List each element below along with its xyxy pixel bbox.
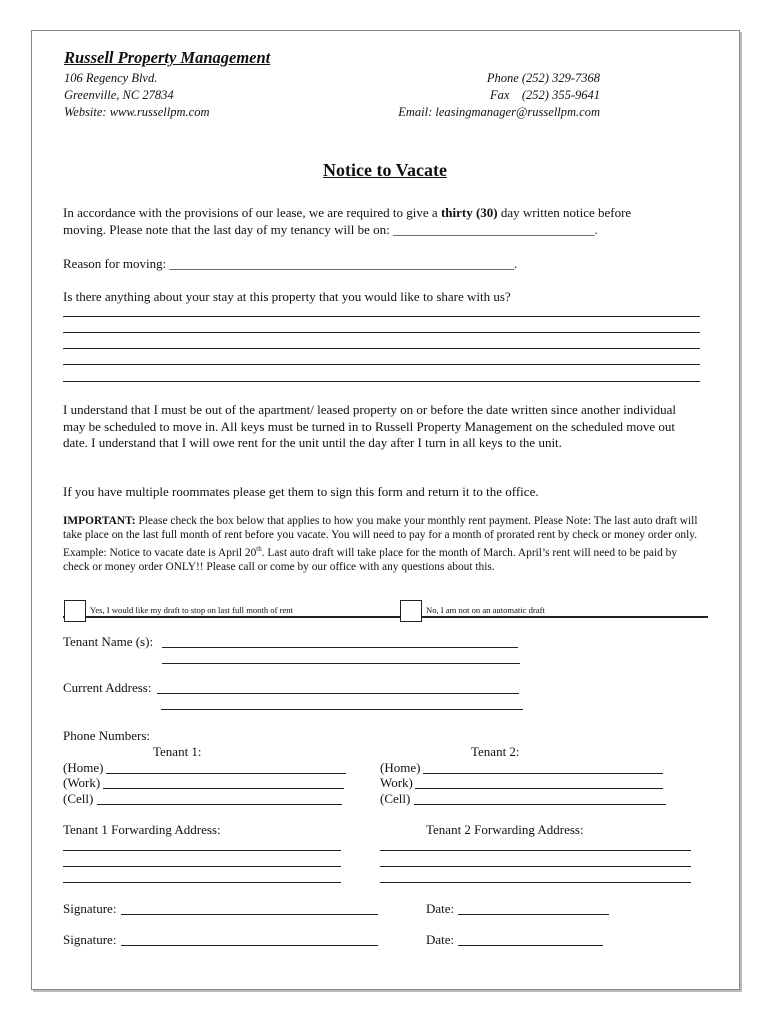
comment-line[interactable]: [63, 348, 700, 349]
current-address-label: Current Address:: [63, 680, 152, 695]
draft-stop-label: Yes, I would like my draft to stop on last full month of rent: [90, 605, 293, 615]
date-field-1[interactable]: [458, 914, 609, 915]
tenant2-work-field[interactable]: [415, 788, 663, 789]
tenant2-cell-field[interactable]: [414, 804, 666, 805]
current-address-field[interactable]: [157, 693, 519, 694]
company-phone: Phone (252) 329-7368: [486, 71, 600, 85]
tenant1-cell-label: (Cell): [63, 791, 94, 806]
comment-line[interactable]: [63, 364, 700, 365]
intro-line2[interactable]: moving. Please note that the last day of my tenancy will be on: _______________________________.: [63, 222, 598, 237]
understand-paragraph: I understand that I must be out of the apartment/ leased property on or before the date written since another individual may be scheduled to move in. All keys must be turned in to Russell Property Management on the scheduled move out date. I understand that I will owe rent for the unit until the day after I turn in all keys to the unit.: [63, 402, 676, 450]
company-address-line2: Greenville, NC 27834: [64, 88, 174, 102]
tenant2-home-field[interactable]: [423, 773, 663, 774]
signature-field-2[interactable]: [121, 945, 378, 946]
intro-pre: In accordance with the provisions of our lease, we are required to give a: [63, 205, 438, 220]
tenant-name-field[interactable]: [162, 647, 518, 648]
phone-numbers-label: Phone Numbers:: [63, 728, 151, 743]
tenant1-heading: Tenant 1:: [153, 744, 202, 759]
intro-line1: [63, 205, 631, 222]
company-website: Website: www.russellpm.com: [64, 105, 210, 119]
important-paragraph: [63, 514, 703, 574]
signature-label-1: Signature:: [63, 901, 117, 916]
date-label-2: Date:: [426, 932, 455, 947]
company-address-line1: 106 Regency Blvd.: [64, 71, 158, 85]
intro-post: day written notice before: [500, 205, 632, 220]
signature-field-1[interactable]: [121, 914, 378, 915]
tenant1-work-label: (Work): [63, 775, 101, 790]
important-text1: Please check the box below that applies to how you make your monthly rent payment. Please Note: The last auto draft will take place on the last full month of rent before you vacate. You will need to pay for a month of prorated rent by check or money order only. Example: Notice to vacate date is April 20: [63, 515, 698, 559]
tenant1-work-field[interactable]: [103, 788, 344, 789]
tenant1-home-field[interactable]: [106, 773, 346, 774]
tenant-name-label: Tenant Name (s):: [63, 634, 154, 649]
tenant2-work-label: Work): [380, 775, 413, 790]
signature-label-2: Signature:: [63, 932, 117, 947]
reason-for-moving[interactable]: Reason for moving: _____________________________________________________.: [63, 256, 518, 271]
tenant2-cell-label: (Cell): [380, 791, 411, 806]
comment-line[interactable]: [63, 316, 700, 317]
tenant1-forwarding-field-3[interactable]: [63, 882, 341, 883]
tenant-name-field-2[interactable]: [162, 663, 520, 664]
tenant2-forwarding-label: Tenant 2 Forwarding Address:: [426, 822, 584, 837]
company-name: Russell Property Management: [64, 48, 271, 67]
company-fax: Fax (252) 355-9641: [489, 88, 600, 102]
tenant1-cell-field[interactable]: [97, 804, 342, 805]
roommates-note: If you have multiple roommates please get them to sign this form and return it to the office.: [63, 484, 539, 499]
draft-stop-checkbox[interactable]: [64, 600, 86, 622]
important-label: IMPORTANT:: [63, 515, 136, 527]
important-text2: . Last auto draft will take place for the month of March. April’s rent will need to be paid by check or money order ONLY!! Please call or come by our office with any questions about this.: [63, 546, 678, 573]
tenant1-forwarding-field-2[interactable]: [63, 866, 341, 867]
no-draft-label: No, I am not on an automatic draft: [426, 605, 545, 615]
comment-line[interactable]: [63, 332, 700, 333]
tenant2-forwarding-field-2[interactable]: [380, 866, 691, 867]
comment-line[interactable]: [63, 381, 700, 382]
tenant1-home-label: (Home): [63, 760, 104, 775]
tenant2-forwarding-field[interactable]: [380, 850, 691, 851]
date-label-1: Date:: [426, 901, 455, 916]
tenant2-heading: Tenant 2:: [471, 744, 520, 759]
share-question: Is there anything about your stay at this property that you would like to share with us?: [63, 289, 511, 304]
intro-bold: thirty (30): [440, 205, 498, 220]
important-sup: th: [256, 545, 262, 553]
tenant2-forwarding-field-3[interactable]: [380, 882, 691, 883]
no-draft-checkbox[interactable]: [400, 600, 422, 622]
tenant2-home-label: (Home): [380, 760, 421, 775]
company-email: Email: leasingmanager@russellpm.com: [398, 105, 600, 119]
current-address-field-2[interactable]: [161, 709, 523, 710]
tenant1-forwarding-field[interactable]: [63, 850, 341, 851]
tenant1-forwarding-label: Tenant 1 Forwarding Address:: [63, 822, 221, 837]
page-title: Notice to Vacate: [323, 160, 447, 180]
options-divider: [63, 616, 708, 618]
date-field-2[interactable]: [458, 945, 603, 946]
